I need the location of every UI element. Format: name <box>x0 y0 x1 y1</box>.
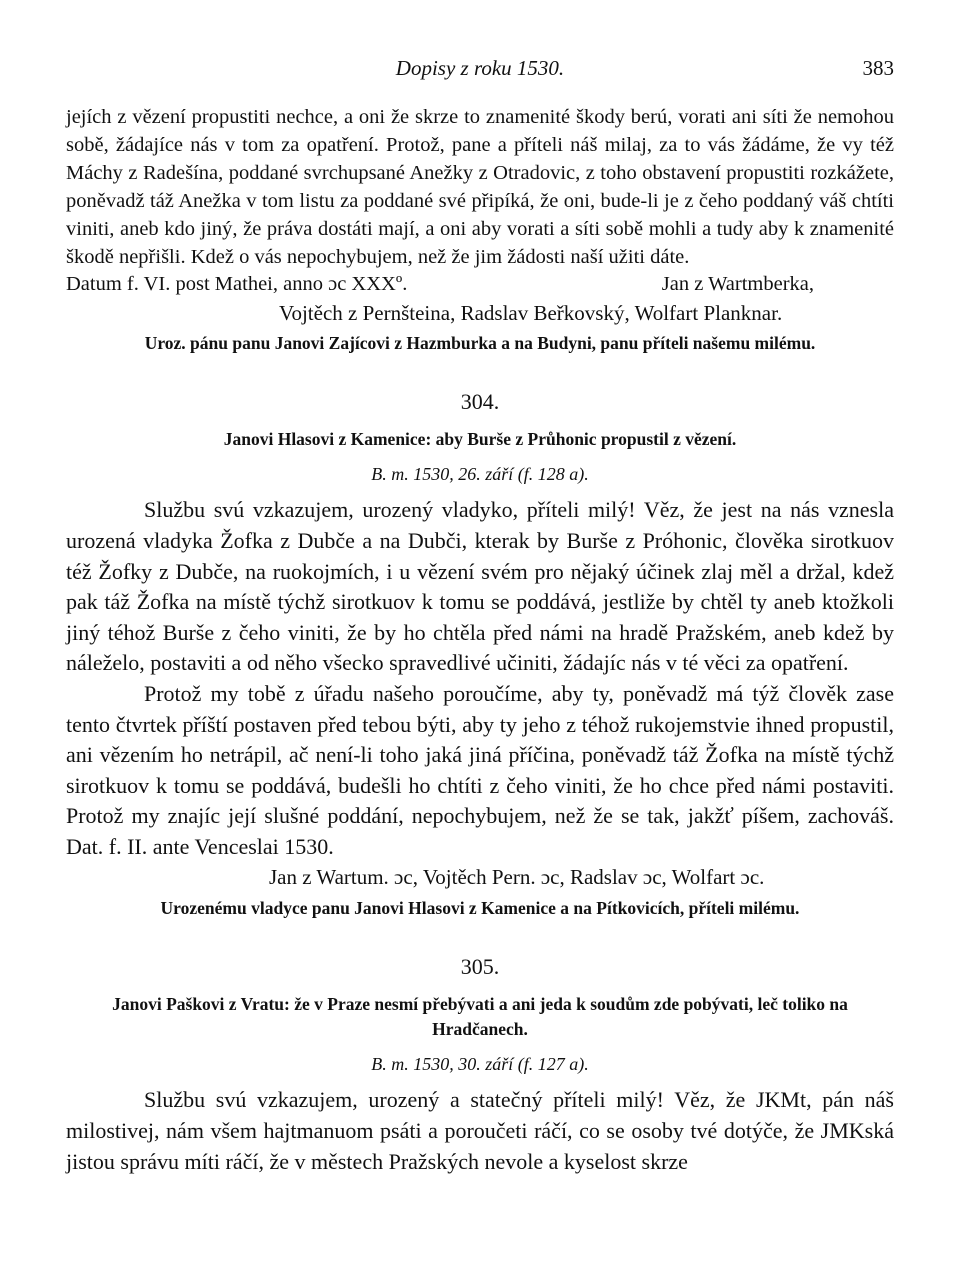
letter-303-first-signer: Jan z Wartmberka, <box>661 273 814 296</box>
letter-304-address: Urozenému vladyce panu Janovi Hlasovi z Kamenice a na Pítkovicích, příteli milému. <box>160 898 800 919</box>
letter-304-paragraph-1: Službu svú vzkazujem, urozený vladyko, příteli milý! Věz, že jest na nás vznesla urozená vladyka Žofka z Dubče a na Dubči, kterak by Burše z Próhonic, člověka sirotkuov též Žofky z Dubče, na ruokojmích, i u vězení svém pro nějaký účinek zlaj měl a držal, kdež pak táž Žofka na místě týchž sirotkuov k tomu se poddává, jestliže by chtěl ty aneb ktožkoli jiný téhož Burše z čeho viniti, že by ho chtěla před námi na hradě Pražském, aneb kdež by náleželo, postaviti a od něho všecko spravedlivé učiniti, žádajíc nás v té věci za opatření. <box>66 497 894 676</box>
letter-304-summary: Janovi Hlasovi z Kamenice: aby Burše z Průhonic propustil z vězení. <box>223 429 737 450</box>
letter-303-datum-line <box>66 271 894 299</box>
letter-305-date: B. m. 1530, 30. září (f. 127 a). <box>371 1054 589 1075</box>
letter-305-number: 305. <box>460 954 500 980</box>
letter-304-signers: Jan z Wartum. ɔc, Vojtěch Pern. ɔc, Radslav ɔc, Wolfart ɔc. <box>269 865 765 890</box>
letter-303-address: Uroz. pánu panu Janovi Zajícovi z Hazmburka a na Budyni, panu příteli našemu milému. <box>144 333 816 354</box>
letter-303-signers: Vojtěch z Pernšteina, Radslav Beřkovský, Wolfart Planknar. <box>279 301 783 326</box>
letter-304-paragraph-2: Protož my tobě z úřadu našeho poroučíme, aby ty, poněvadž má týž člověk zase tento čtvrtek příští postaven před tebou býti, aby ty jeho z téhož rukojemstvie ihned propustil, ani vězením ho netrápil, ač není-li toho jaká jiná příčina, poněvadž táž Žofka na místě týchž sirotkuov k tomu se poddává, budešli ho chtíti z čeho viniti, že ho chce před námi postaviti. Protož my znajíc její slušné poddání, nepochybujem, než že se tak, jakžť píšem, zachováš. Dat. f. II. ante Venceslai 1530. <box>66 680 894 859</box>
running-title: Dopisy z roku 1530. <box>395 56 565 80</box>
letter-303-paragraph: jejích z vězení propustiti nechce, a oni že skrze to znamenité škody berú, vorati ani síti že nemohou sobě, žádajíce nás v tom za opatření. Protož, pane a příteli náš milaj, za to vás žádáme, že vy též Máchy z Radešína, poddané svrchupsané Anežky z Otradovic, z toho obstavení propustiti rozkážete, poněvadž táž Anežka v tom listu za poddané své připíká, že oni, bude-li je z čeho poddaný váš chtíti viniti, aneb kdo jiný, že práva dostáti mají, a oni aby vorati a síti sobě mohli a tudy aby k znamenité škodě nepřišli. Kdež o vás nepochybujem, než že jim žádosti naší užiti dáte. <box>66 106 894 268</box>
page-number: 383 <box>862 56 894 80</box>
letter-303-datum: Datum f. VI. post Mathei, anno ɔc XXXº. <box>66 273 408 296</box>
letter-304-date: B. m. 1530, 26. září (f. 128 a). <box>371 464 589 485</box>
letter-305-summary: Janovi Paškovi z Vratu: že v Praze nesmí přebývati a ani jeda k soudům zde pobývati, leč toliko na Hradčanech. <box>112 994 848 1040</box>
letter-305-paragraph-1: Službu svú vzkazujem, urozený a statečný příteli milý! Věz, že JKMt, pán náš milostivej, nám všem hajtmanuom psáti a poroučeti ráčí, co se osoby tvé dotýče, že JMKská jistou správu míti ráčí, že v městech Pražských nevole a kyselost skrze <box>66 1087 894 1174</box>
page-body <box>66 104 894 1177</box>
letter-304-number: 304. <box>460 389 500 415</box>
running-header <box>66 56 894 86</box>
